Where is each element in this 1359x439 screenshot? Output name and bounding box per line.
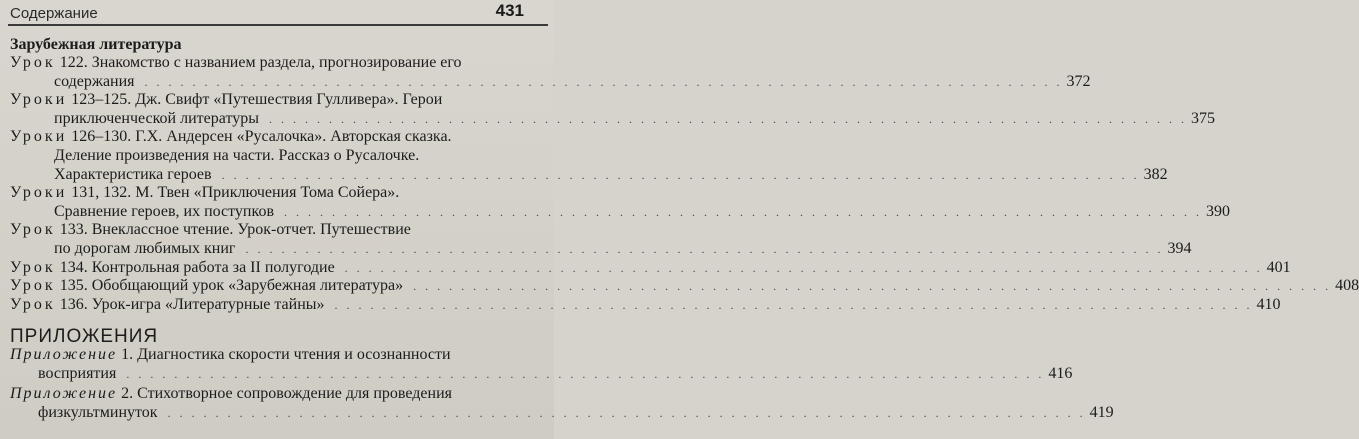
entry-line <box>10 277 1359 296</box>
entry-page: 416 <box>1048 365 1073 382</box>
entry-text <box>10 259 335 276</box>
entry-keyword: Урок <box>10 258 56 276</box>
entry-page: 375 <box>1190 109 1215 127</box>
entry-title: Сравнение героев, их поступков <box>54 202 275 220</box>
toc-entry <box>10 277 1359 296</box>
entry-keyword: Уроки <box>10 128 68 146</box>
entry-line <box>10 184 530 203</box>
entry-text <box>38 404 158 421</box>
entry-number: 126–130. <box>71 128 132 146</box>
leader-dots <box>278 205 1202 219</box>
appendix-entry <box>10 345 1073 384</box>
entry-page: 394 <box>1167 239 1192 257</box>
entry-number: 122. <box>59 54 88 71</box>
entry-keyword: Урок <box>10 295 56 313</box>
leader-dots <box>263 112 1187 126</box>
entry-keyword: Уроки <box>10 91 68 109</box>
entry-title: Дж. Свифт «Путешествия Гулливера». Герои <box>135 91 443 109</box>
entry-page: 372 <box>1066 72 1091 90</box>
entry-title: Стихотворное сопровождение для проведения <box>137 385 452 402</box>
entry-page: 390 <box>1206 202 1231 220</box>
entry-page: 408 <box>1335 277 1359 295</box>
entry-text <box>54 147 419 164</box>
page-number: 431 <box>495 1 524 20</box>
entry-title: Г.Х. Андерсен «Русалочка». Авторская сказка. <box>135 128 452 146</box>
entry-line <box>10 258 1291 278</box>
entry-title: приключенческой литературы <box>54 109 259 127</box>
toc-entry <box>10 54 1091 91</box>
leader-dots <box>239 242 1163 256</box>
entry-text <box>54 73 135 90</box>
leader-dots <box>139 75 1063 89</box>
toc-entry <box>10 184 1231 221</box>
entry-title: Контрольная работа за II полугодие <box>91 258 335 276</box>
toc-list <box>10 54 1359 314</box>
leader-dots <box>162 406 1086 420</box>
entry-text <box>10 296 325 313</box>
toc-entry <box>10 221 1192 258</box>
entry-text <box>10 91 442 108</box>
entry-number: 133. <box>59 221 88 239</box>
entry-keyword: Урок <box>10 277 56 295</box>
entry-page: 382 <box>1143 165 1168 183</box>
leader-dots <box>407 279 1331 293</box>
entry-number: 123–125. <box>71 91 132 109</box>
entry-title: Знакомство с названием раздела, прогнозирование его <box>91 54 462 71</box>
entry-line <box>10 384 530 403</box>
entry-number: 2. <box>121 385 134 402</box>
entry-keyword: Уроки <box>10 184 68 202</box>
entry-keyword: Урок <box>10 221 56 239</box>
entry-line <box>10 202 1231 222</box>
entry-line <box>10 128 530 147</box>
entry-text <box>54 203 274 220</box>
entry-keyword: Приложение <box>10 385 118 402</box>
toc-entry <box>10 91 1215 128</box>
entry-title: восприятия <box>38 365 117 382</box>
page-header <box>0 0 554 26</box>
appendix-title: ПРИЛОЖЕНИЯ <box>10 326 159 347</box>
entry-page: 410 <box>1256 295 1281 313</box>
entry-text <box>10 221 411 238</box>
entry-number: 136. <box>59 295 88 313</box>
entry-text <box>54 110 259 127</box>
entry-title: Урок-игра «Литературные тайны» <box>91 295 325 313</box>
entry-keyword: Урок <box>10 54 56 71</box>
entry-number: 135. <box>59 277 88 295</box>
appendix-list <box>10 345 1114 423</box>
entry-title: по дорогам любимых книг <box>54 239 236 257</box>
toc-entry <box>10 128 1168 184</box>
entry-line <box>10 72 1091 92</box>
entry-line <box>10 345 530 364</box>
entry-number: 131, 132. <box>71 184 132 202</box>
entry-text <box>10 346 451 363</box>
entry-title: Внеклассное чтение. Урок-отчет. Путешествие <box>91 221 411 239</box>
entry-text <box>10 277 403 294</box>
entry-text <box>54 166 212 183</box>
entry-line <box>10 295 1281 315</box>
entry-number: 1. <box>121 346 134 363</box>
entry-page: 419 <box>1089 404 1114 421</box>
entry-line <box>10 364 1073 384</box>
leader-dots <box>216 168 1140 182</box>
appendix-entry <box>10 384 1114 423</box>
entry-title: Обобщающий урок «Зарубежная литература» <box>91 277 404 295</box>
leader-dots <box>339 261 1263 275</box>
running-title: Содержание <box>10 5 98 22</box>
entry-title: Характеристика героев <box>54 165 212 183</box>
toc-entry <box>10 295 1281 315</box>
section-title: Зарубежная литература <box>10 36 182 53</box>
entry-text <box>54 240 235 257</box>
entry-line <box>10 221 530 240</box>
entry-number: 134. <box>59 258 88 276</box>
entry-page: 401 <box>1266 258 1291 276</box>
entry-text <box>10 128 452 145</box>
leader-dots <box>120 367 1044 381</box>
toc-entry <box>10 258 1291 278</box>
entry-text <box>38 365 116 382</box>
entry-title: физкультминуток <box>38 404 158 421</box>
header-rule <box>8 24 548 26</box>
entry-keyword: Приложение <box>10 346 118 363</box>
entry-line <box>10 91 530 110</box>
entry-title: содержания <box>54 72 135 90</box>
entry-title: Деление произведения на части. Рассказ о Русалочке. <box>54 146 420 164</box>
entry-text <box>10 184 399 201</box>
entry-line <box>10 54 530 73</box>
entry-line <box>10 403 1114 423</box>
entry-line <box>10 165 1168 185</box>
leader-dots <box>329 298 1253 312</box>
entry-line <box>10 239 1192 259</box>
entry-line <box>10 109 1215 129</box>
entry-title: Диагностика скорости чтения и осознанности <box>137 346 451 363</box>
entry-title: М. Твен «Приключения Тома Сойера». <box>135 184 400 202</box>
entry-line <box>10 147 530 166</box>
entry-text <box>10 54 462 71</box>
entry-text <box>10 385 452 402</box>
